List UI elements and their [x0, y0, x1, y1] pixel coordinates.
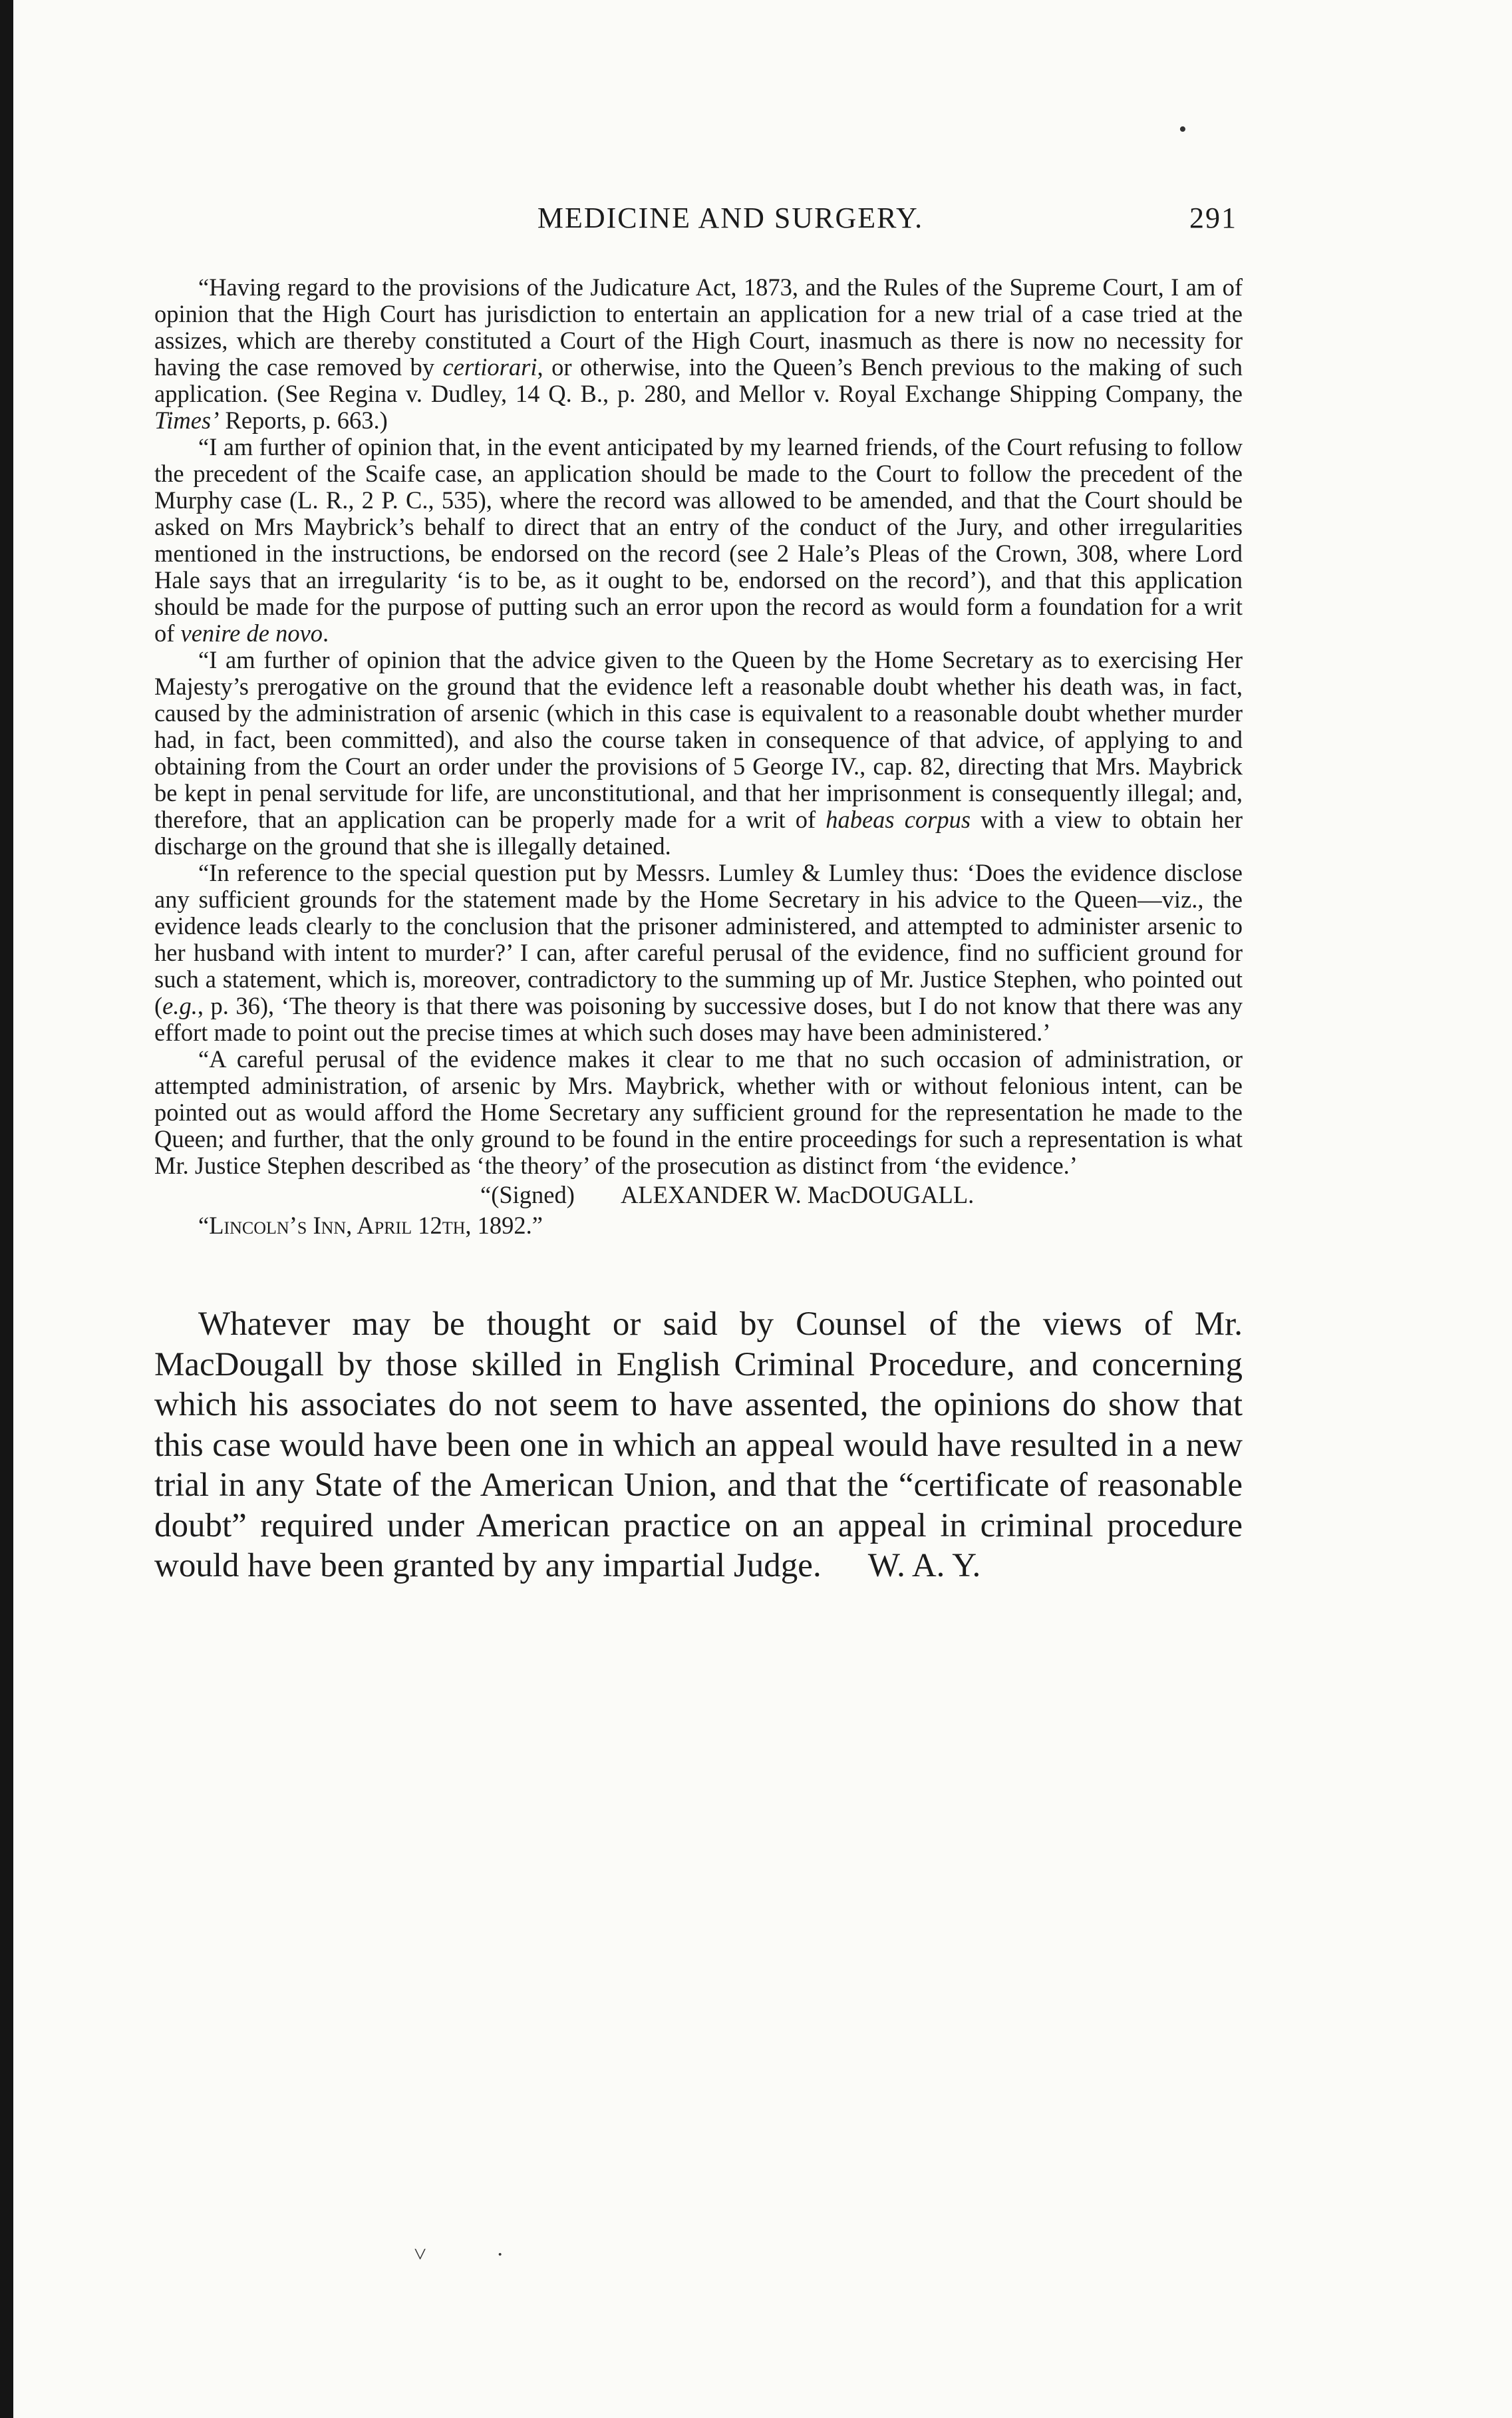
print-speck: ·: [496, 2242, 504, 2267]
opinion-paragraph-5: “A careful perusal of the evidence makes it clear to me that no such occasion of administration, or attempted administration, of arsenic by Mrs. Maybrick, whether with or without felonious intent, can be pointed out as would afford the Home Secretary any sufficient ground for the representation he made to the Queen; and further, that the only ground to be found in the entire proceedings for such a representation is what Mr. Justice Stephen described as ‘the theory’ of the prosecution as distinct from ‘the evidence.’: [154, 1045, 1243, 1179]
opinion-paragraph-1: [154, 274, 1243, 434]
signed-label: “(Signed): [480, 1181, 575, 1208]
text-run: , or otherwise, into the Queen’s Bench previous to the making of such application. (See Regina v. Dudley, 14 Q. B., p. 280, and Mellor v. Royal Exchange Shipping Company, the: [154, 353, 1243, 407]
page-body: [154, 274, 1243, 1620]
commentary-text: Whatever may be thought or said by Counsel of the views of Mr. MacDougall by those skilled in English Criminal Procedure, and concerning which his associates do not seem to have assented, the opinions do show that this case would have been one in which an appeal would have resulted in a new trial in any State of the American Union, and that the “certificate of reasonable doubt” required under American practice on an appeal in criminal procedure would have been granted by any impartial Judge.: [154, 1305, 1243, 1584]
text-run: “In reference to the special question put by Messrs. Lumley & Lumley thus: ‘Does the evidence disclose any sufficient grounds for the statement made by the Home Secretary in his advice to the Queen—viz., the evidence leads clearly to the conclusion that the prisoner administered, and attempted to administer arsenic to her husband with intent to murder?’ I can, after careful perusal of the evidence, find no sufficient ground for such a statement, which is, moreover, contradictory to the summing up of Mr. Justice Stephen, who pointed out (: [154, 859, 1243, 1019]
italic-term: certiorari: [442, 353, 537, 381]
page-number: 291: [1189, 202, 1237, 234]
text-run: “I am further of opinion that, in the event anticipated by my learned friends, of the Court refusing to follow the precedent of the Scaife case, an application should be made to the Court to follow the precedent of the Murphy case (L. R., 2 P. C., 535), where the record was allowed to be amended, and that the Court should be asked on Mrs Maybrick’s behalf to direct that an entry of the conduct of the Jury, and other irregularities mentioned in the instructions, be endorsed on the record (see 2 Hale’s Pleas of the Crown, 308, where Lord Hale says that an irregularity ‘is to be, as it ought to be, endorsed on the record’), and that this application should be made for the purpose of putting such an error upon the record as would form a foundation for a writ of: [154, 433, 1243, 647]
date-line: [154, 1211, 1243, 1240]
italic-term: venire de novo: [180, 619, 323, 647]
text-run: “I am further of opinion that the advice given to the Queen by the Home Secretary as to exercising Her Majesty’s prerogative on the ground that the evidence left a reasonable doubt whether his death was, in fact, caused by the administration of arsenic (which in this case is equivalent to a reasonable doubt whether murder had, in fact, been committed), and also the course taken in consequence of that advice, of applying to and obtaining from the Court an order under the provisions of 5 George IV., cap. 82, directing that Mrs. Maybrick be kept in penal servitude for life, are unconstitutional, and that her imprisonment is consequently illegal; and, therefore, that an application can be properly made for a writ of: [154, 646, 1243, 833]
text-run: Reports, p. 663.): [219, 407, 388, 434]
editorial-commentary: [154, 1304, 1243, 1586]
text-run: , p. 36), ‘The theory is that there was poisoning by successive doses, but I do not know that there was any effort made to point out the precise times at which such doses may have been administered.’: [154, 992, 1243, 1046]
author-initials: W. A. Y.: [867, 1547, 981, 1584]
print-speck: •: [1179, 117, 1187, 142]
italic-term: e.g.: [162, 992, 198, 1019]
signatory-name: ALEXANDER W. MacDOUGALL.: [621, 1181, 975, 1208]
signature-line: [154, 1180, 1243, 1210]
italic-term: Times’: [154, 407, 220, 434]
page-header: [178, 201, 1237, 248]
opinion-paragraph-4: [154, 860, 1243, 1046]
text-run: with a view to obtain her discharge on the ground that she is illegally detained.: [154, 806, 1243, 860]
print-speck: ˅: [414, 2242, 427, 2267]
running-head: MEDICINE AND SURGERY.: [537, 202, 924, 234]
quoted-opinion: [154, 274, 1243, 1240]
place-and-date: “Lincoln’s Inn, April 12th, 1892.”: [198, 1212, 543, 1239]
opinion-paragraph-2: [154, 434, 1243, 647]
italic-term: habeas corpus: [826, 806, 971, 833]
text-run: .: [323, 619, 329, 647]
text-run: “Having regard to the provisions of the Judicature Act, 1873, and the Rules of the Supreme Court, I am of opinion that the High Court has jurisdiction to entertain an application for a new trial of a case tried at the assizes, which are thereby constituted a Court of the High Court, inasmuch as there is now no necessity for having the case removed by: [154, 273, 1243, 381]
opinion-paragraph-3: [154, 647, 1243, 860]
page-binding-edge: [0, 0, 13, 2418]
